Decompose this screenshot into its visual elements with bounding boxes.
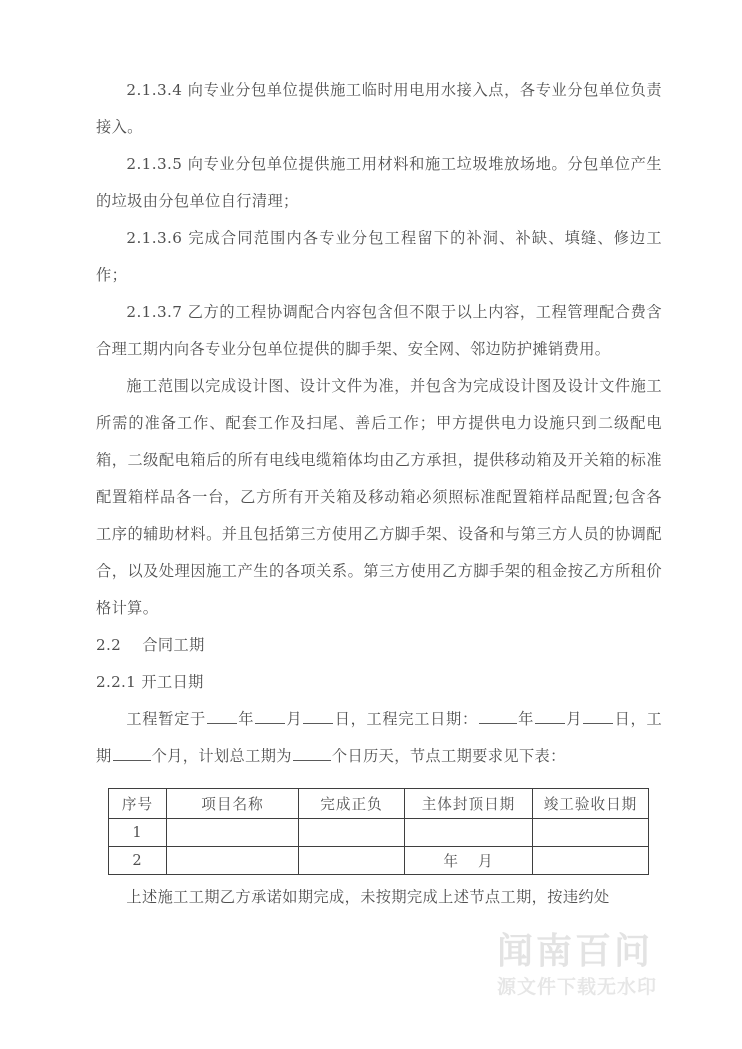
schedule-sentence-part5: 年	[517, 710, 535, 728]
finish-day-blank[interactable]	[583, 708, 613, 724]
clause-2-1-3-7: 2.1.3.7 乙方的工程协调配合内容包含但不限于以上内容，工程管理配合费含合理工期内向各专业分包单位提供的脚手架、安全网、邻边防护摊销费用。	[96, 303, 662, 358]
schedule-sentence-part3: 月	[286, 710, 303, 728]
schedule-sentence-part9: 个日历天，节点工期要求见下表：	[331, 747, 566, 765]
start-year-blank[interactable]	[207, 708, 237, 724]
cell-acceptance[interactable]	[533, 819, 649, 847]
schedule-sentence	[96, 701, 662, 775]
schedule-sentence-part4: 日，工程完工日期：	[334, 710, 478, 728]
watermark-logo: 闻南百问	[497, 931, 654, 972]
finish-month-blank[interactable]	[535, 708, 565, 724]
cell-name[interactable]	[167, 847, 299, 875]
document-content	[96, 72, 662, 916]
section-heading-2-2	[96, 627, 662, 664]
section-number-2-2-1: 2.2.1	[96, 673, 137, 691]
closing-paragraph: 上述施工工期乙方承诺如期完成，未按期完成上述节点工期，按违约处	[126, 888, 610, 906]
cell-capping-year: 年	[443, 853, 460, 870]
total-calendar-days-blank[interactable]	[293, 745, 331, 761]
section-title-2-2: 合同工期	[142, 636, 205, 654]
section-title-2-2-1: 开工日期	[141, 673, 204, 691]
cell-pm[interactable]	[299, 847, 405, 875]
watermark-subtitle: 源文件下载无水印	[497, 976, 658, 998]
clause-2-1-3-6: 2.1.3.6 完成合同范围内各专业分包工程留下的补洞、补缺、填缝、修边工作；	[96, 229, 662, 284]
cell-capping-month: 月	[477, 853, 494, 870]
finish-year-blank[interactable]	[479, 708, 517, 724]
cell-pm[interactable]	[299, 819, 405, 847]
schedule-sentence-part2: 年	[237, 710, 255, 728]
start-day-blank[interactable]	[303, 708, 333, 724]
scope-paragraph: 施工范围以完成设计图、设计文件为准，并包含为完成设计图及设计文件施工所需的准备工作、配套工作及扫尾、善后工作；甲方提供电力设施只到二级配电箱，二级配电箱后的所有电线电缆箱体均由乙方承担，提供移动箱及开关箱的标准配置箱样品各一台，乙方所有开关箱及移动箱必须照标准配置箱样品配置;包含各工序的辅助材料。并且包括第三方使用乙方脚手架、设备和与第三方人员的协调配合，以及处理因施工产生的各项关系。第三方使用乙方脚手架的租金按乙方所租价格计算。	[96, 377, 662, 617]
milestone-schedule-table	[108, 788, 649, 875]
watermark	[497, 932, 712, 1012]
section-heading-2-2-1	[96, 664, 662, 701]
section-number-2-2: 2.2	[96, 636, 122, 654]
cell-capping-year-month[interactable]	[405, 847, 533, 875]
table-row	[109, 819, 649, 847]
cell-seq: 2	[109, 847, 167, 875]
start-month-blank[interactable]	[255, 708, 285, 724]
schedule-sentence-part8: 个月，计划总工期为	[151, 747, 292, 765]
table-row	[109, 847, 649, 875]
duration-months-blank[interactable]	[113, 745, 151, 761]
clause-2-1-3-4: 2.1.3.4 向专业分包单位提供施工临时用电用水接入点，各专业分包单位负责接入。	[96, 81, 662, 136]
column-header-pm: 完成正负	[299, 789, 405, 819]
column-header-name: 项目名称	[167, 789, 299, 819]
clause-2-1-3-5: 2.1.3.5 向专业分包单位提供施工用材料和施工垃圾堆放场地。分包单位产生的垃圾由分包单位自行清理；	[96, 155, 662, 210]
column-header-capping: 主体封顶日期	[405, 789, 533, 819]
cell-name[interactable]	[167, 819, 299, 847]
column-header-acceptance: 竣工验收日期	[533, 789, 649, 819]
schedule-sentence-part7: 日，工期	[96, 710, 663, 765]
cell-capping[interactable]	[405, 819, 533, 847]
table-header-row	[109, 789, 649, 819]
column-header-seq: 序号	[109, 789, 167, 819]
cell-acceptance[interactable]	[533, 847, 649, 875]
schedule-sentence-part1: 工程暂定于	[126, 710, 206, 728]
schedule-sentence-part6: 月	[566, 710, 583, 728]
cell-seq: 1	[109, 819, 167, 847]
schedule-table-wrapper	[96, 788, 662, 875]
